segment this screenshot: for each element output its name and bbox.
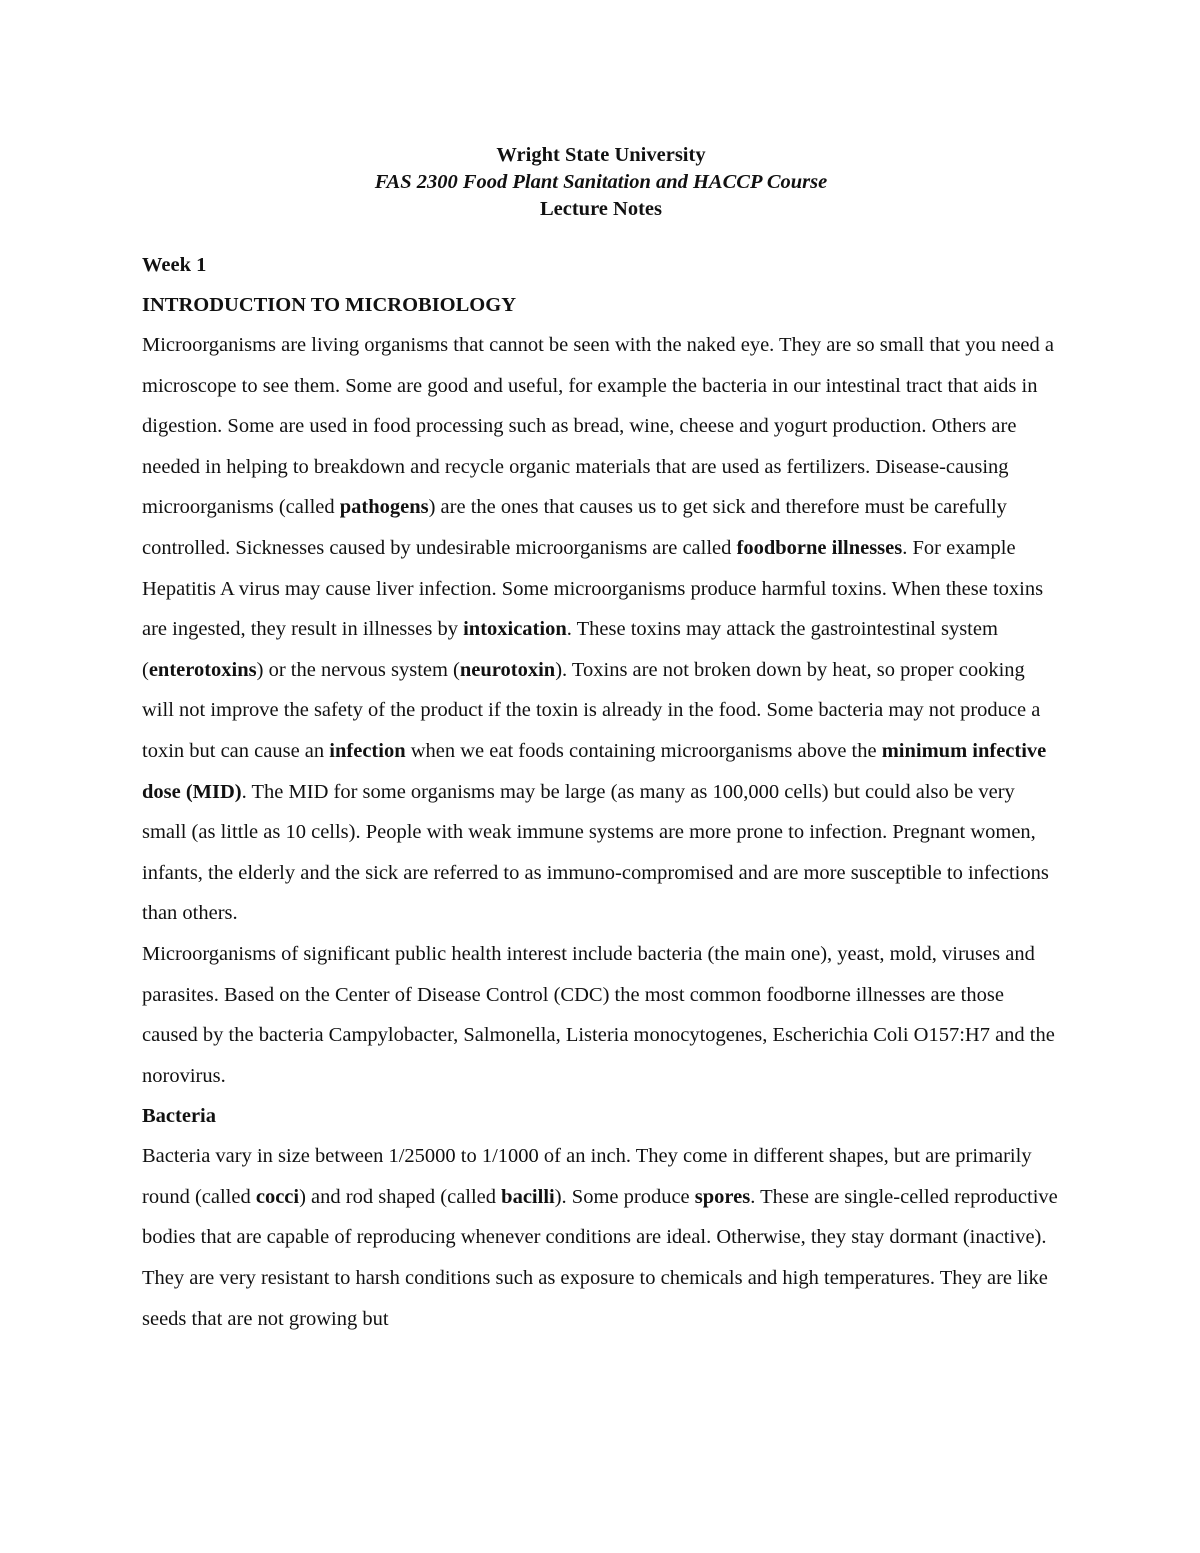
section-title-microbiology: INTRODUCTION TO MICROBIOLOGY [142, 294, 516, 316]
term-infection: infection [329, 739, 406, 762]
term-bacilli: bacilli [501, 1185, 555, 1208]
term-foodborne-illnesses: foodborne illnesses [736, 536, 903, 559]
term-mid: minimum infective dose (MID) [142, 739, 1047, 803]
course-title: FAS 2300 Food Plant Sanitation and HACCP Course [374, 171, 828, 193]
section-title-bacteria: Bacteria [142, 1105, 216, 1128]
term-neurotoxin: neurotoxin [459, 658, 556, 681]
term-enterotoxins: enterotoxins [148, 658, 257, 681]
intro-paragraph: Microorganisms are living organisms that cannot be seen with the naked eye. They are so small that you need a microscope to see them. Some are good and useful, for example the bacteria in our intestinal tract that aids in digestion. Some are used in food processing such as bread, wine, cheese and yogurt production. Others are needed in helping to breakdown and recycle organic materials that are used as fertilizers. Disease-causing microorganisms (called pathogens) are the ones that causes us to get sick and therefore must be carefully controlled. Sicknesses caused by undesirable microorganisms are called foodborne illnesses. For example Hepatitis A virus may cause liver infection. Some microorganisms produce harmful toxins. When these toxins are ingested, they result in illnesses by intoxication. These toxins may attack the gastrointestinal system (enterotoxins) or the nervous system (neurotoxin). Toxins are not broken down by heat, so proper cooking will not improve the safety of the product if the toxin is already in the food. Some bacteria may not produce a toxin but can cause an infection when we eat foods containing microorganisms above the minimum infective dose (MID). The MID for some organisms may be large (as many as 100,000 cells) but could also be very small (as little as 10 cells). People with weak immune systems are more prone to infection. Pregnant women, infants, the elderly and the sick are referred to as immuno-compromised and are more susceptible to infections than others. [142, 334, 1055, 925]
document-type: Lecture Notes [539, 198, 662, 220]
week-label: Week 1 [142, 254, 207, 276]
term-cocci: cocci [255, 1185, 300, 1208]
bacteria-paragraph: Bacteria vary in size between 1/25000 to 1/1000 of an inch. They come in different shapes, but are primarily round (called cocci) and rod shaped (called bacilli). Some produce spores. These are single-celled reproductive bodies that are capable of reproducing whenever conditions are ideal. Otherwise, they stay dormant (inactive). They are very resistant to harsh conditions such as exposure to chemicals and high temperatures. They are like seeds that are not growing but [142, 1145, 1058, 1330]
term-spores: spores [694, 1185, 751, 1208]
document-header [142, 142, 1060, 223]
term-intoxication: intoxication [463, 618, 567, 641]
university-name: Wright State University [496, 144, 706, 166]
term-pathogens: pathogens [339, 496, 429, 519]
public-health-paragraph: Microorganisms of significant public health interest include bacteria (the main one), yeast, mold, viruses and parasites. Based on the Center of Disease Control (CDC) the most common foodborne illnesses are those caused by the bacteria Campylobacter, Salmonella, Listeria monocytogenes, Escherichia Coli O157:H7 and the norovirus. [142, 942, 1055, 1087]
